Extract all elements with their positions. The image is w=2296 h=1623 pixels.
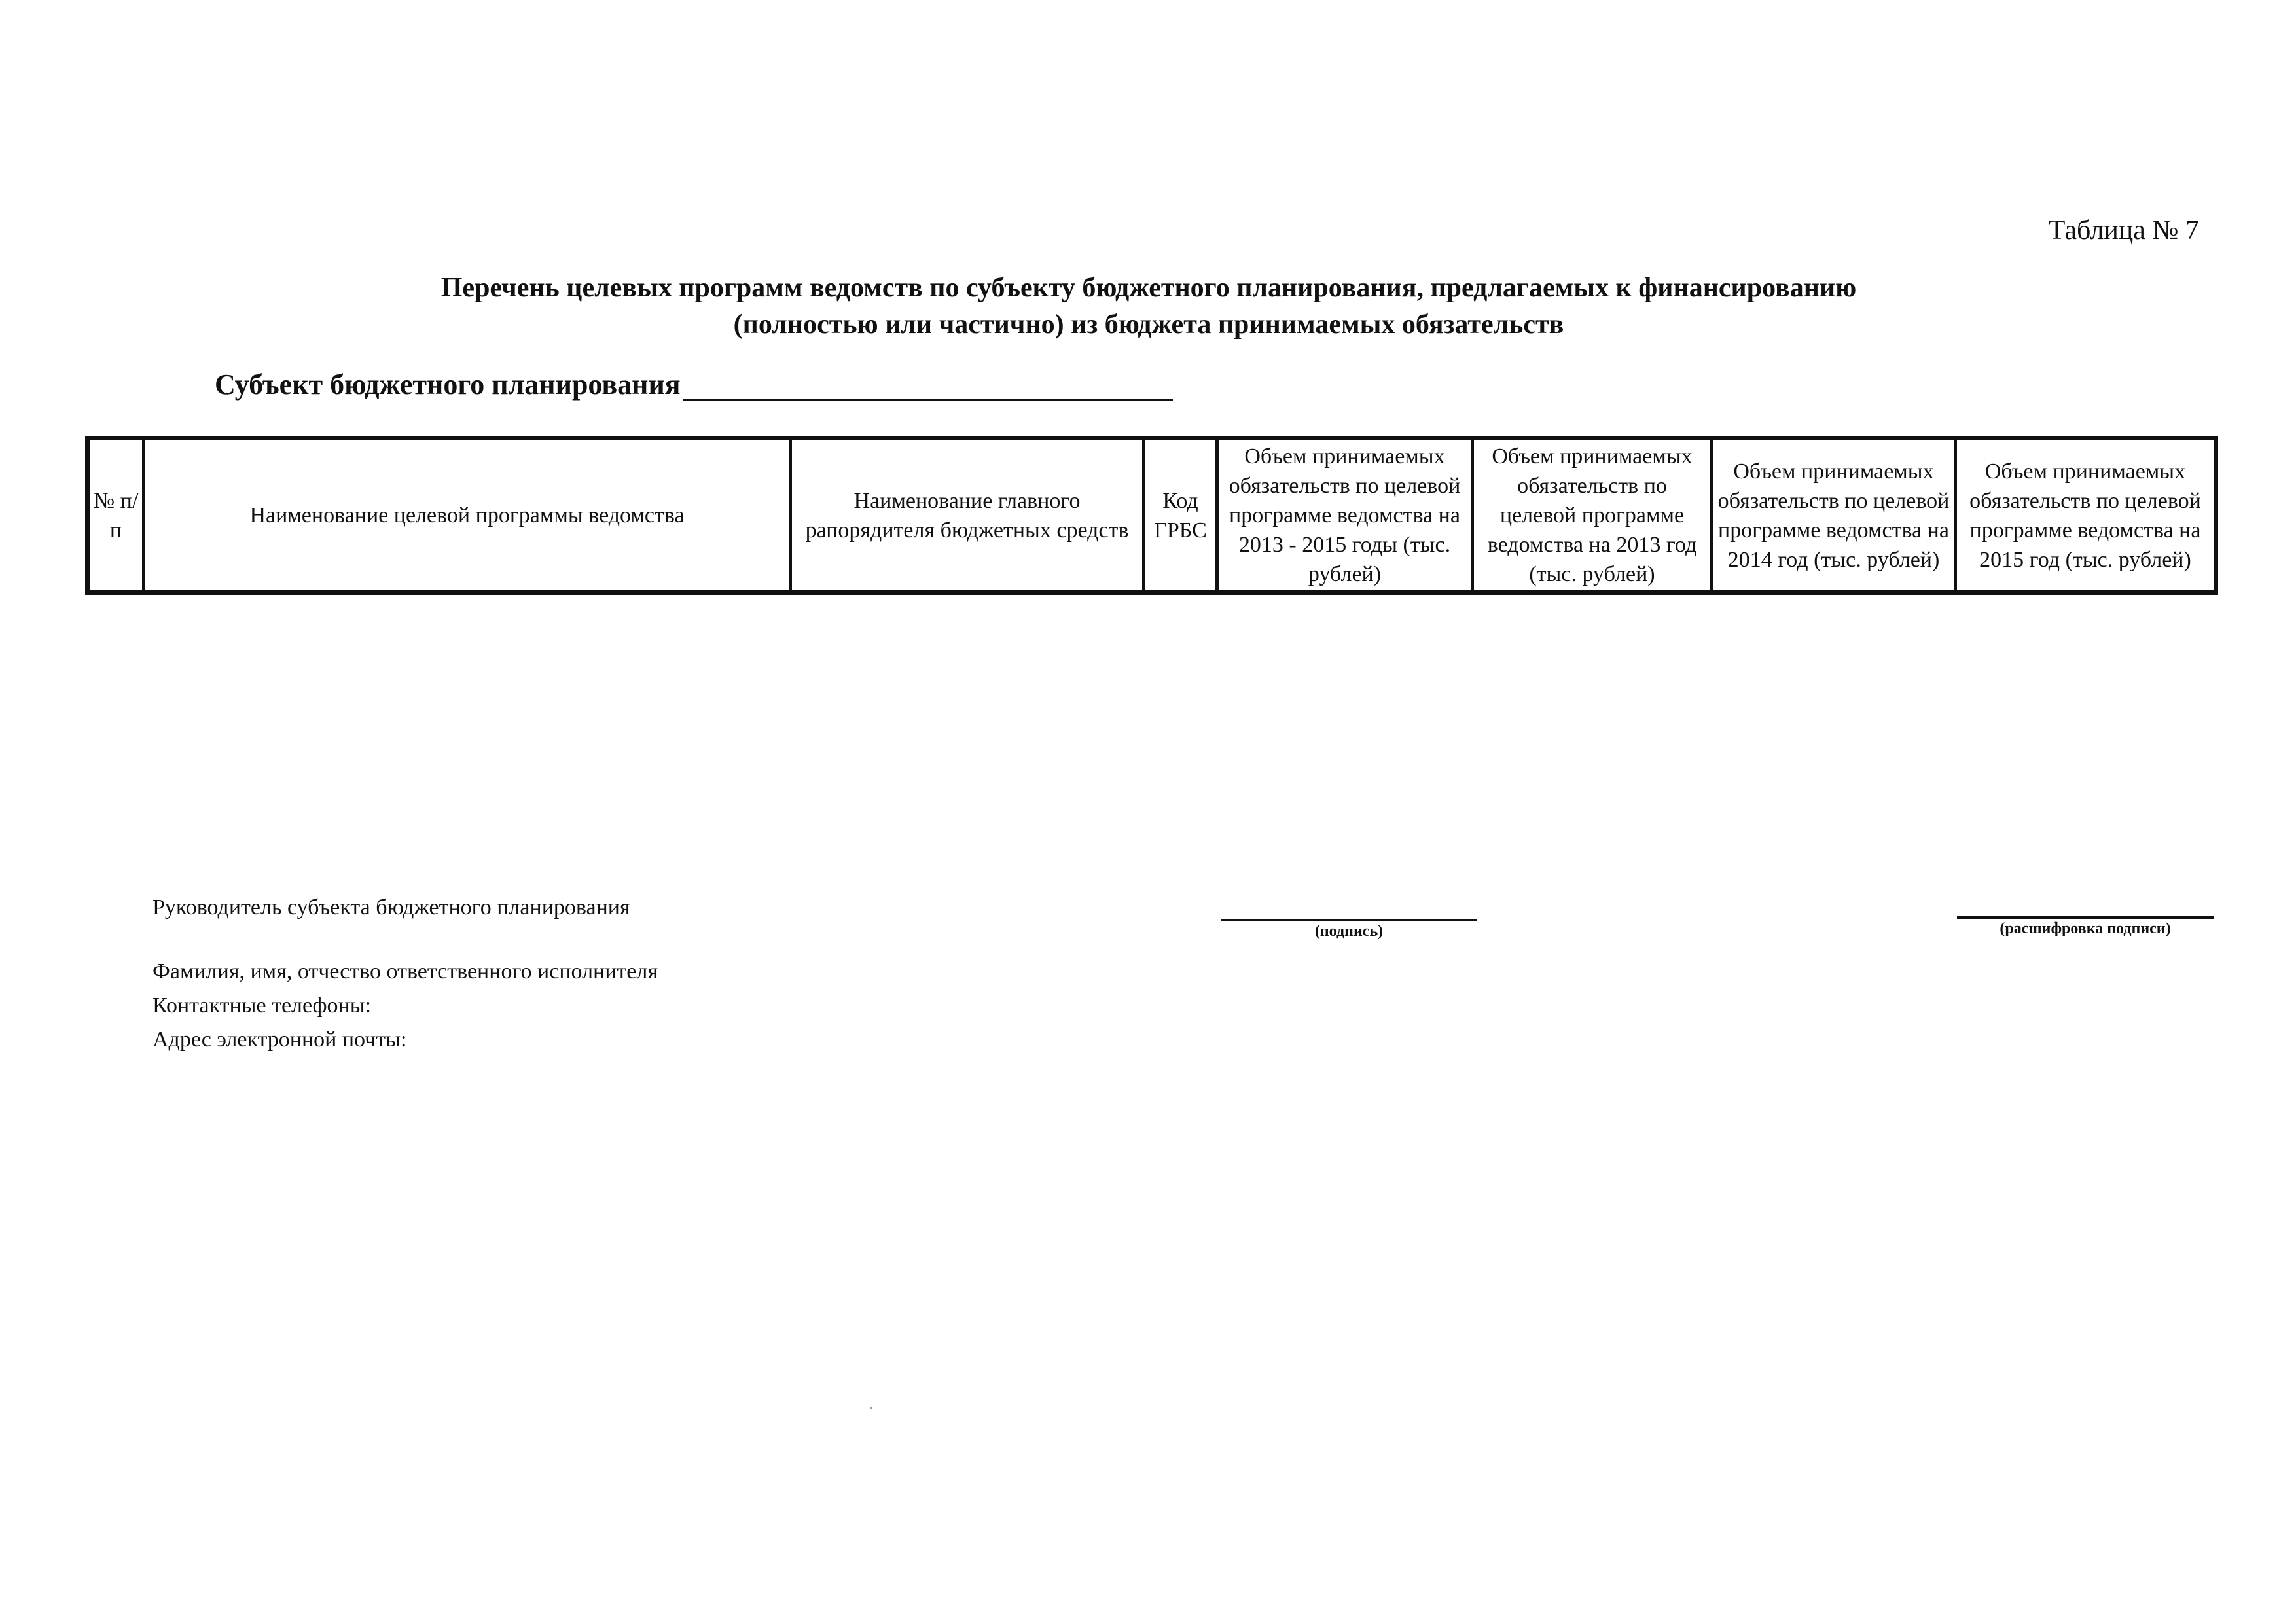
header-col-volume-2015: Объем принимаемых обязательств по целевой программе ведомства на 2015 год (тыс. рублей) — [1956, 438, 2216, 593]
email-label: Адрес электронной почты: — [152, 1027, 407, 1052]
table-header-row — [88, 438, 2216, 593]
phones-label: Контактные телефоны: — [152, 993, 372, 1018]
head-label: Руководитель субъекта бюджетного планирования — [152, 895, 630, 919]
header-col-volume-2013-2015: Объем принимаемых обязательств по целевой программе ведомства на 2013 - 2015 годы (тыс. рублей) — [1217, 438, 1473, 593]
title-line-1: Перечень целевых программ ведомств по субъекту бюджетного планирования, предлагаемых к финансированию — [440, 273, 1857, 303]
programs-table — [85, 436, 2218, 595]
subject-label: Субъект бюджетного планирования — [215, 368, 681, 401]
scan-speck — [870, 1407, 872, 1409]
table-number-label: Таблица № 7 — [2048, 215, 2199, 245]
header-col-program-name: Наименование целевой программы ведомства — [144, 438, 791, 593]
header-col-number: № п/п — [88, 438, 144, 593]
header-col-grbs-code: Код ГРБС — [1144, 438, 1217, 593]
decoding-block — [1957, 916, 2214, 938]
header-col-volume-2014: Объем принимаемых обязательств по целевой программе ведомства на 2014 год (тыс. рублей) — [1712, 438, 1956, 593]
document-title — [262, 270, 2036, 343]
signature-block — [1221, 919, 1477, 940]
header-col-manager-name: Наименование главного рапорядителя бюджетных средств — [791, 438, 1144, 593]
decoding-caption: (расшифровка подписи) — [1957, 916, 2214, 938]
header-col-volume-2013: Объем принимаемых обязательств по целевой программе ведомства на 2013 год (тыс. рублей) — [1473, 438, 1712, 593]
subject-field — [215, 368, 1173, 401]
subject-blank-line — [683, 368, 1173, 401]
signature-caption: (подпись) — [1221, 919, 1477, 940]
executor-label: Фамилия, имя, отчество ответственного исполнителя — [152, 959, 658, 984]
title-line-2: (полностью или частично) из бюджета принимаемых обязательств — [733, 310, 1564, 340]
